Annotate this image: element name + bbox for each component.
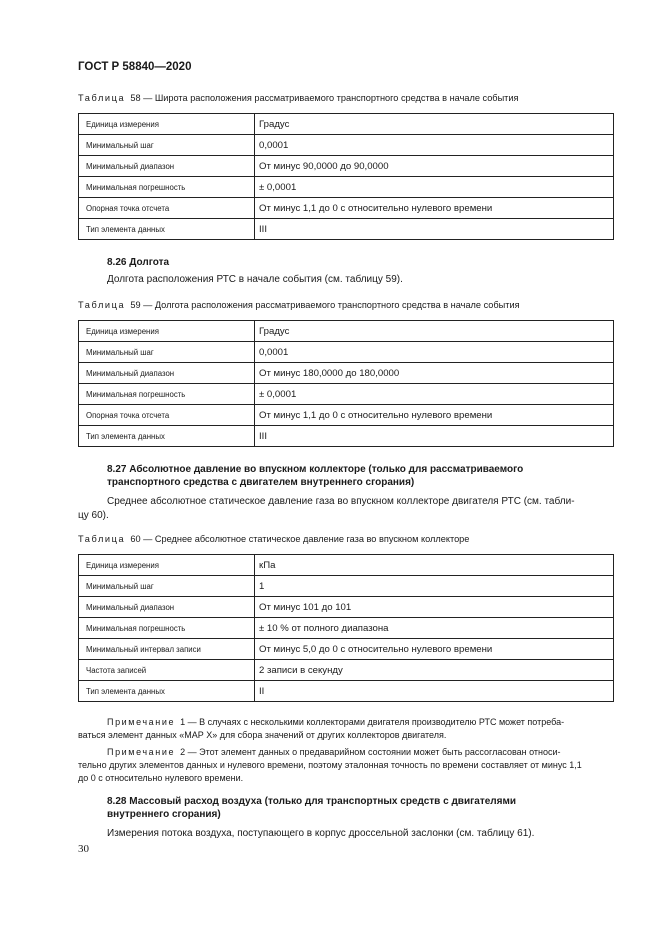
row-label: Минимальный диапазон [79, 363, 255, 384]
document-header: ГОСТ Р 58840—2020 [78, 61, 192, 73]
row-label: Минимальный диапазон [79, 597, 255, 618]
row-value: ± 10 % от полного диапазона [255, 618, 614, 639]
heading-line: транспортного средства с двигателем внутреннего сгорания) [107, 477, 415, 488]
row-value: III [255, 219, 614, 240]
note-1 [78, 716, 614, 742]
table-row [79, 426, 614, 447]
row-label: Тип элемента данных [79, 219, 255, 240]
note-text: 1 — В случаях с несколькими коллекторами двигателя производителю РТС может потреба- [180, 717, 565, 727]
table-row [79, 618, 614, 639]
table-label: Таблица [78, 300, 126, 310]
section-8-28-heading [107, 795, 607, 821]
table-row [79, 384, 614, 405]
row-label: Опорная точка отсчета [79, 198, 255, 219]
heading-line: 8.28 Массовый расход воздуха (только для транспортных средств с двигателями [107, 796, 517, 807]
row-value: ± 0,0001 [255, 177, 614, 198]
table-58 [78, 113, 614, 240]
row-value: От минус 90,0000 до 90,0000 [255, 156, 614, 177]
row-label: Единица измерения [79, 555, 255, 576]
row-value: 2 записи в секунду [255, 660, 614, 681]
table-row [79, 321, 614, 342]
row-label: Единица измерения [79, 321, 255, 342]
note-text: до 0 с относительно нулевого времени. [78, 773, 244, 783]
row-value: кПа [255, 555, 614, 576]
section-8-26-text: Долгота расположения РТС в начале события (см. таблицу 59). [107, 274, 403, 285]
table-row [79, 660, 614, 681]
note-label: Примечание [107, 717, 176, 727]
table-label: Таблица [78, 93, 126, 103]
table-row [79, 177, 614, 198]
heading-line: внутреннего сгорания) [107, 809, 221, 820]
row-label: Частота записей [79, 660, 255, 681]
row-label: Минимальный интервал записи [79, 639, 255, 660]
table-58-caption [78, 93, 519, 103]
row-label: Минимальный диапазон [79, 156, 255, 177]
section-8-28-text: Измерения потока воздуха, поступающего в корпус дроссельной заслонки (см. таблицу 61). [107, 828, 535, 839]
row-label: Опорная точка отсчета [79, 405, 255, 426]
section-8-27-text-line1: Среднее абсолютное статическое давление газа во впускном коллекторе двигателя РТС (см. табли- [107, 496, 575, 507]
row-value: Градус [255, 114, 614, 135]
section-8-27-text-line2: цу 60). [78, 510, 109, 521]
row-value: III [255, 426, 614, 447]
row-label: Минимальная погрешность [79, 177, 255, 198]
table-label: Таблица [78, 534, 126, 544]
table-row [79, 639, 614, 660]
table-caption-text: 58 — Широта расположения рассматриваемого транспортного средства в начале события [130, 93, 519, 103]
row-value: ± 0,0001 [255, 384, 614, 405]
note-label: Примечание [107, 747, 176, 757]
row-value: От минус 1,1 до 0 с относительно нулевого времени [255, 405, 614, 426]
row-value: 0,0001 [255, 342, 614, 363]
table-row [79, 681, 614, 702]
table-caption-text: 59 — Долгота расположения рассматриваемого транспортного средства в начале события [130, 300, 520, 310]
row-value: II [255, 681, 614, 702]
table-row [79, 156, 614, 177]
note-text: 2 — Этот элемент данных о предаварийном состоянии может быть рассогласован относи- [180, 747, 561, 757]
section-8-27-heading [107, 463, 607, 489]
table-59-caption [78, 300, 520, 310]
table-60-caption [78, 534, 469, 544]
table-row [79, 135, 614, 156]
page-number: 30 [78, 843, 89, 855]
row-label: Минимальная погрешность [79, 618, 255, 639]
row-label: Минимальная погрешность [79, 384, 255, 405]
row-value: 0,0001 [255, 135, 614, 156]
row-value: 1 [255, 576, 614, 597]
row-label: Минимальный шаг [79, 135, 255, 156]
table-row [79, 576, 614, 597]
table-row [79, 114, 614, 135]
row-label: Минимальный шаг [79, 342, 255, 363]
table-row [79, 219, 614, 240]
note-2 [78, 746, 614, 785]
row-value: От минус 1,1 до 0 с относительно нулевого времени [255, 198, 614, 219]
section-8-26-heading: 8.26 Долгота [107, 257, 170, 268]
row-value: Градус [255, 321, 614, 342]
table-row [79, 342, 614, 363]
table-row [79, 405, 614, 426]
table-60 [78, 554, 614, 702]
table-row [79, 363, 614, 384]
row-value: От минус 5,0 до 0 с относительно нулевого времени [255, 639, 614, 660]
row-label: Единица измерения [79, 114, 255, 135]
table-row [79, 555, 614, 576]
row-label: Минимальный шаг [79, 576, 255, 597]
table-59 [78, 320, 614, 447]
row-label: Тип элемента данных [79, 426, 255, 447]
table-row [79, 198, 614, 219]
heading-line: 8.27 Абсолютное давление во впускном коллекторе (только для рассматриваемого [107, 464, 524, 475]
row-value: От минус 180,0000 до 180,0000 [255, 363, 614, 384]
row-value: От минус 101 до 101 [255, 597, 614, 618]
table-row [79, 597, 614, 618]
row-label: Тип элемента данных [79, 681, 255, 702]
note-text: ваться элемент данных «МАР Х» для сбора значений от других коллекторов двигателя. [78, 730, 447, 740]
note-text: тельно других элементов данных и нулевого времени, поэтому эталонная точность по времени составляет от минус 1,1 [78, 760, 582, 770]
table-caption-text: 60 — Среднее абсолютное статическое давление газа во впускном коллекторе [130, 534, 470, 544]
